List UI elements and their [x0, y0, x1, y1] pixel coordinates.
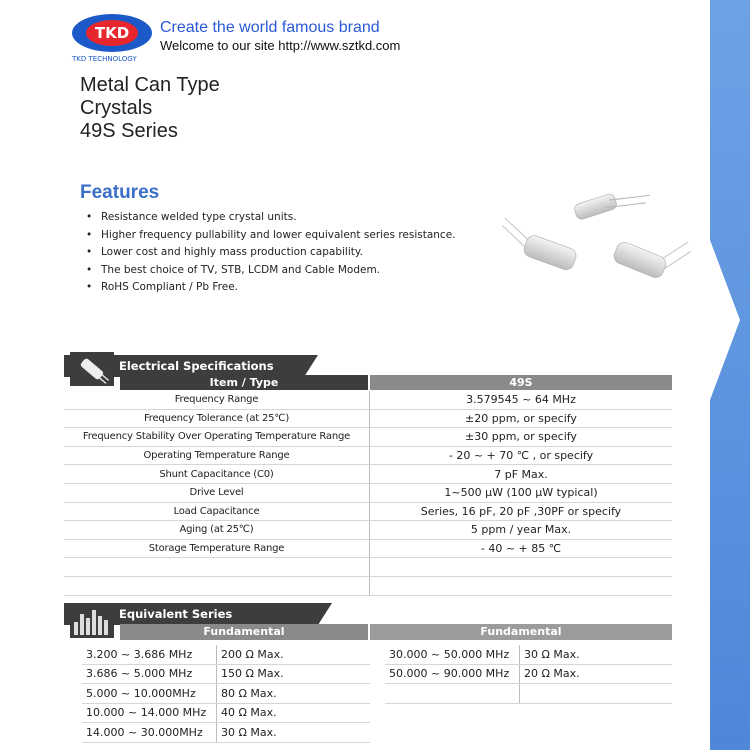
- side-decor-notch: [710, 240, 740, 400]
- table-row: [82, 645, 370, 664]
- col-header-type: 49S: [370, 375, 672, 390]
- esr-value: [520, 684, 673, 704]
- table-row: [82, 664, 370, 684]
- esr-value: 80 Ω Max.: [217, 684, 371, 704]
- esr-value: 20 Ω Max.: [520, 664, 673, 684]
- features-heading: Features: [80, 182, 160, 203]
- table-row: [64, 521, 672, 540]
- esr-value: 40 Ω Max.: [217, 703, 371, 723]
- electrical-spec-table: [64, 391, 672, 596]
- spec-item: Operating Temperature Range: [64, 446, 370, 465]
- feature-item: • Higher frequency pullability and lower equivalent series resistance.: [86, 227, 456, 245]
- spec-value: 7 pF Max.: [370, 465, 673, 484]
- esr-value: 200 Ω Max.: [217, 645, 371, 664]
- table-row: [64, 391, 672, 409]
- esr-frequency: 14.000 ~ 30.000MHz: [82, 723, 217, 743]
- logo-text: TKD: [86, 20, 138, 46]
- table-row: [64, 465, 672, 484]
- esr-value: 30 Ω Max.: [520, 645, 673, 664]
- welcome-text: Welcome to our site http://www.sztkd.com: [160, 38, 401, 53]
- bar-graph-icon: [70, 604, 114, 638]
- product-title: [80, 74, 220, 143]
- crystal-icon: [70, 352, 114, 386]
- esr-left-table: [82, 645, 370, 743]
- table-row: [385, 684, 672, 704]
- spec-value: 3.579545 ~ 64 MHz: [370, 391, 673, 409]
- esr-right-table: [385, 645, 672, 704]
- feature-item: • Lower cost and highly mass production capability.: [86, 244, 456, 262]
- feature-item: • Resistance welded type crystal units.: [86, 209, 456, 227]
- esr-frequency: 30.000 ~ 50.000 MHz: [385, 645, 520, 664]
- spec-value: - 40 ~ + 85 ℃: [370, 539, 673, 558]
- table-row: [385, 664, 672, 684]
- spec-value: Series, 16 pF, 20 pF ,30PF or specify: [370, 502, 673, 521]
- spec-item: Load Capacitance: [64, 502, 370, 521]
- spec-value: 5 ppm / year Max.: [370, 521, 673, 540]
- spec-value: 1~500 μW (100 μW typical): [370, 483, 673, 502]
- feature-item: • The best choice of TV, STB, LCDM and Cable Modem.: [86, 262, 456, 280]
- esr-value: 30 Ω Max.: [217, 723, 371, 743]
- table-row: [82, 684, 370, 704]
- spec-item: [64, 558, 370, 577]
- esr-frequency: 5.000 ~ 10.000MHz: [82, 684, 217, 704]
- crystal-product-image: [500, 190, 700, 310]
- esr-frequency: 10.000 ~ 14.000 MHz: [82, 703, 217, 723]
- esr-frequency: 50.000 ~ 90.000 MHz: [385, 664, 520, 684]
- spec-item: Drive Level: [64, 483, 370, 502]
- spec-item: Shunt Capacitance (C0): [64, 465, 370, 484]
- logo-subtext: TKD TECHNOLOGY: [72, 55, 137, 63]
- spec-item: Storage Temperature Range: [64, 539, 370, 558]
- title-line-2: Crystals: [80, 97, 153, 119]
- esr-right-header: Fundamental: [370, 624, 672, 640]
- esr-left-header: Fundamental: [120, 624, 368, 640]
- features-list: [86, 209, 456, 297]
- esr-value: 150 Ω Max.: [217, 664, 371, 684]
- spec-item: Frequency Range: [64, 391, 370, 409]
- spec-item: Aging (at 25℃): [64, 521, 370, 540]
- spec-item: Frequency Stability Over Operating Temperature Range: [64, 428, 370, 447]
- brand-slogan: Create the world famous brand: [160, 19, 380, 36]
- electrical-spec-heading: Electrical Specifications: [119, 359, 274, 373]
- table-row: [64, 502, 672, 521]
- title-line-1: Metal Can Type: [80, 74, 220, 96]
- table-row: [64, 558, 672, 577]
- spec-item: Frequency Tolerance (at 25℃): [64, 409, 370, 428]
- title-line-3: 49S Series: [80, 120, 178, 142]
- esr-frequency: 3.200 ~ 3.686 MHz: [82, 645, 217, 664]
- col-header-item: Item / Type: [120, 375, 368, 390]
- spec-value: [370, 558, 673, 577]
- table-row: [82, 723, 370, 743]
- table-row: [64, 576, 672, 595]
- table-row: [64, 409, 672, 428]
- spec-item: [64, 576, 370, 595]
- feature-item: • RoHS Compliant / Pb Free.: [86, 279, 456, 297]
- table-row: [64, 428, 672, 447]
- spec-value: ±20 ppm, or specify: [370, 409, 673, 428]
- spec-value: - 20 ~ + 70 ℃ , or specify: [370, 446, 673, 465]
- esr-frequency: 3.686 ~ 5.000 MHz: [82, 664, 217, 684]
- table-row: [82, 703, 370, 723]
- table-row: [385, 645, 672, 664]
- table-row: [64, 483, 672, 502]
- table-row: [64, 539, 672, 558]
- spec-value: [370, 576, 673, 595]
- table-row: [64, 446, 672, 465]
- spec-value: ±30 ppm, or specify: [370, 428, 673, 447]
- esr-heading: Equivalent Series: [119, 607, 233, 621]
- company-logo: [72, 14, 152, 52]
- esr-frequency: [385, 684, 520, 704]
